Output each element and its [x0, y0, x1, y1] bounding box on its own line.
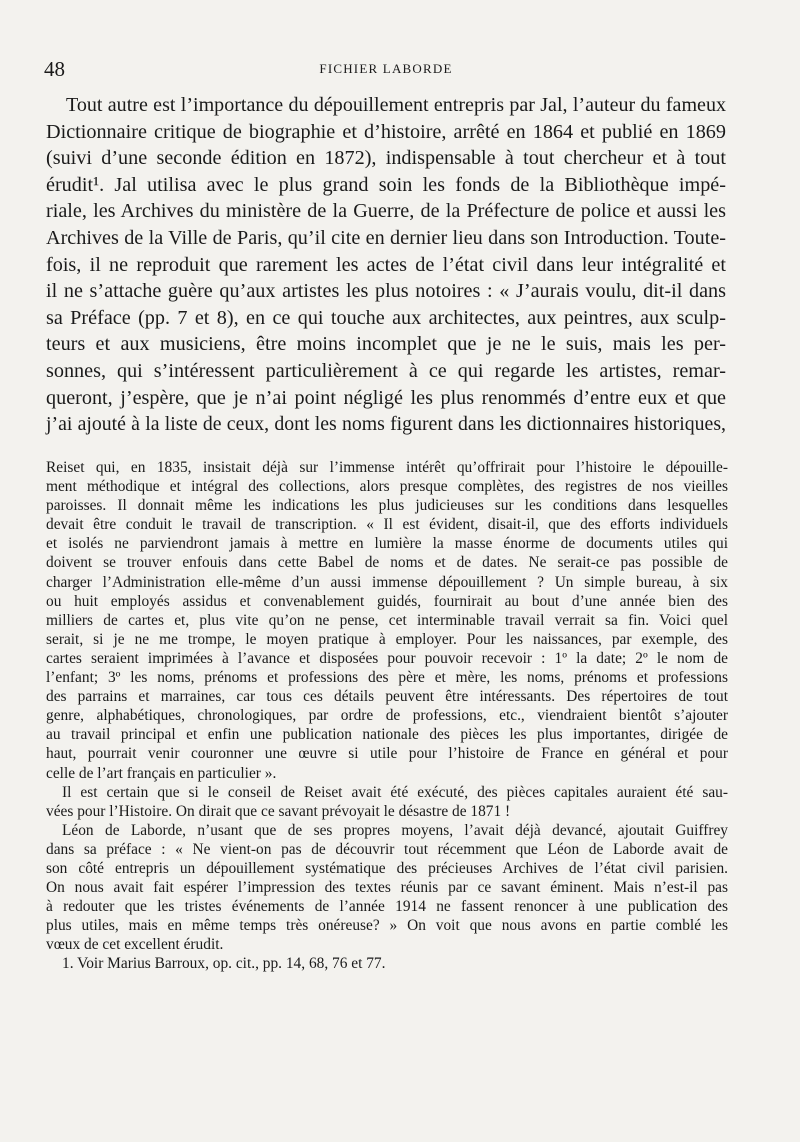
- page-number: 48: [44, 57, 65, 81]
- note-line: paroisses. Il donnait même les indications les plus judicieuses sur les conditions dans lesquelles: [46, 497, 728, 515]
- note-line: l’enfant; 3º les noms, prénoms et professions des père et mère, les noms, prénoms et professions: [46, 669, 728, 687]
- note-line: doivent se trouver enfouis dans cette Babel de noms et de dates. Ne serait-ce pas possible de: [46, 554, 728, 572]
- main-line: Archives de la Ville de Paris, qu’il cite en dernier lieu dans son Introduction. Toute-: [46, 226, 726, 249]
- note-line: au travail principal et enfin une publication nationale des pièces les plus importantes, dirigée de: [46, 726, 728, 744]
- main-line: érudit¹. Jal utilisa avec le plus grand soin les fonds de la Bibliothèque impé-: [46, 173, 726, 196]
- note-line: celle de l’art français en particulier ».: [46, 764, 277, 782]
- note-line: milliers de cartes et, plus vite qu’on ne pense, cet interminable travail verrait sa fin. Voici quel: [46, 611, 728, 629]
- note-line: dans sa préface : « Ne vient-on pas de découvrir tout récemment que Léon de Laborde avait de: [46, 840, 728, 858]
- main-line: teurs et aux musiciens, être moins incomplet que je ne le suis, mais les per-: [46, 333, 726, 356]
- note-line: ou huit employés assidus et convenablement guidés, fournirait au bout d’une année bien des: [46, 592, 728, 610]
- main-line: sa Préface (pp. 7 et 8), en ce qui touche aux architectes, aux peintres, aux sculp-: [46, 306, 726, 329]
- note-line: cartes seraient imprimées à l’avance et disposées pour pouvoir recevoir : 1º la date; 2º le nom de: [46, 649, 728, 667]
- main-line: il ne s’attache guère qu’aux artistes les plus notoires : « J’aurais voulu, dit-il dans: [46, 280, 726, 303]
- main-line: (suivi d’une seconde édition en 1872), indispensable à tout chercheur et à tout: [46, 147, 726, 170]
- running-title: FICHIER LABORDE: [319, 61, 453, 76]
- main-line: Dictionnaire critique de biographie et d’histoire, arrêté en 1864 et publié en 1869: [46, 120, 726, 143]
- main-line: Tout autre est l’importance du dépouillement entrepris par Jal, l’auteur du fameux: [66, 94, 726, 116]
- footnote-1: 1. Voir Marius Barroux, op. cit., pp. 14, 68, 76 et 77.: [62, 955, 386, 973]
- main-text: [46, 92, 726, 438]
- note-line: On nous avait fait espérer l’impression des textes réunis par ce savant éminent. Mais n’est-il pas: [46, 879, 728, 897]
- note-line: charger l’Administration elle-même d’un aussi immense dépouillement ? Un simple bureau, à six: [46, 573, 728, 591]
- note-line: des parrains et marraines, car tous ces détails peuvent être intéressants. Des répertoires de tout: [46, 688, 728, 706]
- main-line: riale, les Archives du ministère de la Guerre, de la Préfecture de police et aussi les: [46, 200, 726, 223]
- main-line: fois, il ne reproduit que rarement les actes de l’état civil dans leur intégralité et: [46, 253, 726, 276]
- note-line: devait être conduit le travail de transcription. « Il est évident, disait-il, que des efforts individuels: [46, 516, 728, 534]
- note-line: serait, si je ne me trompe, le moyen pratique à employer. Pour les naissances, par exemple, des: [46, 630, 728, 648]
- note-line: Reiset qui, en 1835, insistait déjà sur l’immense intérêt qu’offrirait pour l’histoire le dépouille-: [46, 459, 728, 476]
- footnotes: [46, 458, 728, 974]
- note-line: vœux de cet excellent érudit.: [46, 936, 224, 954]
- note-line: Il est certain que si le conseil de Reiset avait été exécuté, des pièces capitales auraient été sau-: [62, 783, 728, 801]
- main-line: j’ai ajouté à la liste de ceux, dont les noms figurent dans les dictionnaires historiques,: [46, 413, 726, 436]
- note-line: Léon de Laborde, n’usant que de ses propres moyens, l’avait déjà devancé, ajoutait Guiffrey: [62, 821, 728, 839]
- note-line: à redouter que les tristes événements de l’année 1914 ne fassent renoncer à une publication des: [46, 898, 728, 916]
- note-line: genre, alphabétiques, chronologiques, par ordre de professions, etc., viendraient bientôt s’ajouter: [46, 707, 728, 725]
- main-line: sonnes, qui s’intéressent particulièrement à ce qui regarde les artistes, remar-: [46, 359, 726, 382]
- note-line: haut, pourrait venir couronner une œuvre si utile pour l’histoire de France en général et pour: [46, 745, 728, 763]
- note-line: ment méthodique et intégral des collections, alors presque complètes, des registres de nos vieilles: [46, 478, 728, 496]
- note-line: son côté entrepris un dépouillement systématique des précieuses Archives de l’état civil parisien.: [46, 859, 728, 877]
- note-line: vées pour l’Histoire. On dirait que ce savant prévoyait le désastre de 1871 !: [46, 802, 511, 820]
- main-line: queront, j’espère, que je n’ai point négligé les plus renommés d’entre eux et que: [46, 386, 726, 409]
- note-line: plus utiles, mais en même temps très onéreuse? » On voit que nous avons en partie comblé les: [46, 917, 728, 935]
- note-line: et isolés ne parviendront jamais à mettre en lumière la masse énorme de documents utiles qui: [46, 535, 728, 553]
- page-header: [44, 57, 728, 81]
